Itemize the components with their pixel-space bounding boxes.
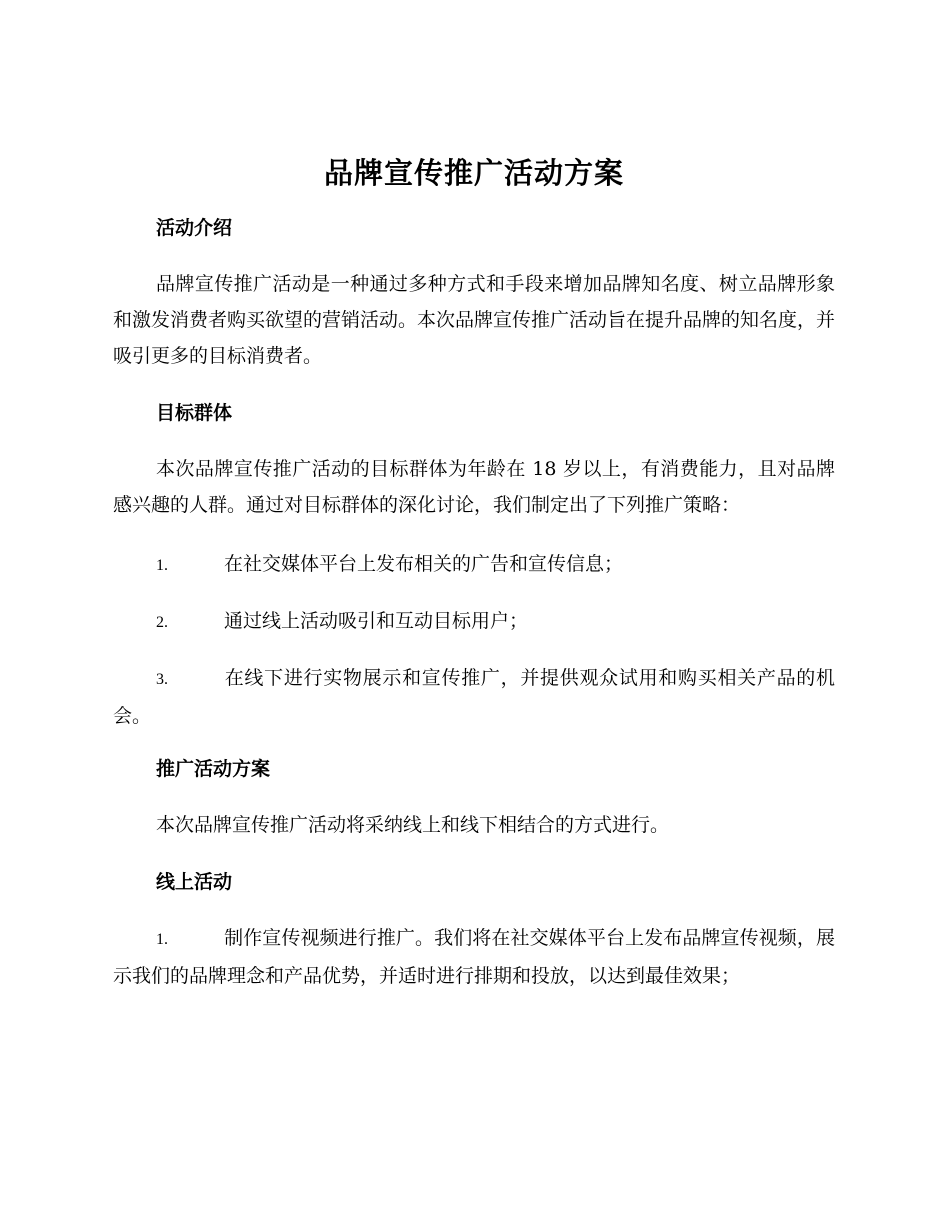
list-number: 2. (156, 614, 168, 631)
section-heading-intro: 活动介绍 (156, 217, 233, 239)
document-title: 品牌宣传推广活动方案 (323, 156, 624, 190)
section-heading-online: 线上活动 (156, 871, 233, 893)
list-item-text: 制作宣传视频进行推广。我们将在社交媒体平台上发布品牌宣传视频，展示我们的品牌理念和产品优势，并适时进行排期和投放，以达到最佳效果； (113, 927, 835, 987)
list-item-text: 通过线上活动吸引和互动目标用户； (224, 610, 529, 632)
section-heading-plan: 推广活动方案 (156, 758, 271, 780)
intro-paragraph: 品牌宣传推广活动是一种通过多种方式和手段来增加品牌知名度、树立品牌形象和激发消费者购买欲望的营销活动。本次品牌宣传推广活动旨在提升品牌的知名度，并吸引更多的目标消费者。 (113, 273, 836, 367)
plan-paragraph: 本次品牌宣传推广活动将采纳线上和线下相结合的方式进行。 (156, 814, 670, 836)
list-number: 1. (156, 931, 168, 948)
list-item (113, 603, 835, 641)
document-body (113, 148, 835, 1013)
list-number: 3. (156, 671, 168, 688)
list-item (113, 660, 835, 734)
section-heading-target: 目标群体 (156, 402, 233, 424)
list-item-text: 在社交媒体平台上发布相关的广告和宣传信息； (224, 553, 624, 575)
list-item (113, 920, 835, 994)
target-paragraph: 本次品牌宣传推广活动的目标群体为年龄在 18 岁以上，有消费能力，且对品牌感兴趣的人群。通过对目标群体的深化讨论，我们制定出了下列推广策略： (113, 458, 835, 516)
list-item-text: 在线下进行实物展示和宣传推广，并提供观众试用和购买相关产品的机会。 (113, 667, 835, 727)
list-item (113, 546, 835, 584)
list-number: 1. (156, 557, 168, 574)
